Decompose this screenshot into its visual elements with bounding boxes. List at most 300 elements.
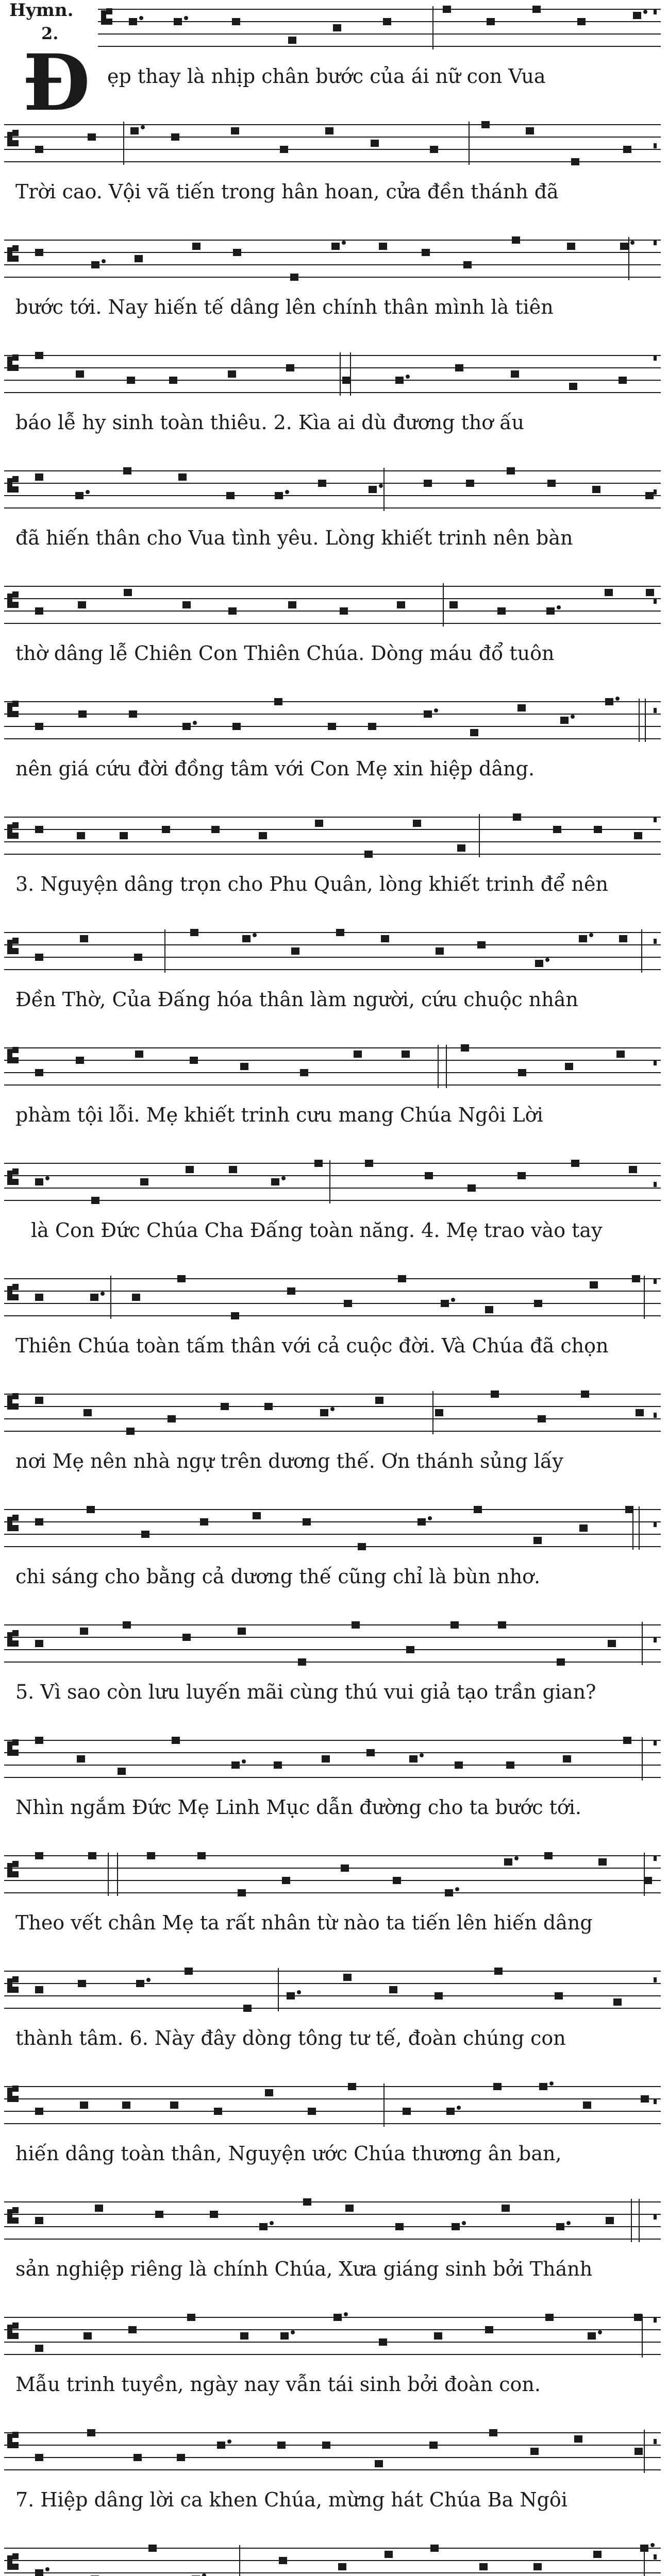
neume-punctum (35, 607, 43, 615)
punctum-mora (146, 1978, 151, 1982)
neume-punctum (147, 1852, 155, 1859)
neume-punctum (35, 2345, 43, 2352)
neume-punctum (634, 832, 642, 839)
neume-punctum (534, 1300, 542, 1307)
neume-punctum (172, 1737, 180, 1744)
neume-punctum (325, 127, 333, 134)
neume-punctum (155, 2211, 163, 2218)
neume-punctum (381, 935, 389, 942)
neume-punctum (122, 2102, 130, 2109)
neume-punctum (555, 1992, 563, 1999)
neume-punctum (177, 2454, 185, 2461)
neume-punctum (477, 941, 486, 948)
neume-punctum (441, 1300, 449, 1307)
neume-punctum (187, 2314, 195, 2321)
neume-punctum (371, 140, 379, 147)
do-clef-icon (7, 822, 19, 839)
neume-punctum (231, 1312, 239, 1319)
neume-punctum (190, 1057, 198, 1064)
neume-punctum (35, 249, 43, 256)
staff-2 (0, 120, 668, 176)
lyric-line-2: Trời cao. Vội vã tiến trong hân hoan, cửa đền thánh đã (15, 180, 559, 203)
staff-14 (0, 1504, 668, 1561)
neume-punctum (91, 1197, 99, 1204)
neume-punctum (232, 723, 241, 730)
neume-punctum (229, 1166, 237, 1173)
neume-punctum (560, 717, 569, 724)
neume-punctum (625, 1506, 633, 1513)
neume-punctum (217, 2442, 225, 2449)
punctum-mora (102, 259, 106, 263)
neume-punctum (127, 377, 135, 384)
neume-punctum (336, 929, 344, 936)
lyric-line-3: bước tới. Nay hiến tế dâng lên chính thân mình là tiên (15, 296, 554, 318)
neume-punctum (35, 826, 43, 833)
neume-punctum (623, 1737, 631, 1744)
neume-punctum (620, 243, 628, 250)
neume-punctum (275, 492, 283, 499)
punctum-mora (589, 933, 593, 937)
neume-punctum (593, 2551, 602, 2558)
staff-21 (0, 2312, 668, 2369)
punctum-mora (270, 2221, 274, 2225)
punctum-mora (643, 10, 647, 14)
neume-punctum (463, 261, 472, 268)
neume-punctum (518, 1069, 526, 1076)
neume-punctum (333, 24, 341, 31)
neume-punctum (135, 1050, 143, 1058)
lyric-line-14: chi sáng cho bằng cả dương thế cũng chỉ là bùn nhơ. (15, 1565, 541, 1588)
do-clef-icon (7, 1739, 19, 1756)
punctum-mora (455, 1887, 459, 1891)
neume-punctum (259, 2223, 268, 2230)
neume-punctum (457, 844, 465, 852)
neume-punctum (590, 1281, 598, 1289)
neume-punctum (348, 2083, 356, 2090)
neume-punctum (35, 1737, 43, 1744)
neume-punctum (466, 480, 474, 487)
neume-punctum (645, 492, 654, 499)
do-clef-icon (7, 1168, 19, 1185)
punctum-mora (202, 2573, 206, 2576)
lyric-line-5: đã hiến thân cho Vua tình yêu. Lòng khiết trinh nên bàn (15, 527, 573, 549)
lyric-line-8: 3. Nguyện dâng trọn cho Phu Quân, lòng khiết trinh để nên (15, 873, 608, 895)
punctum-mora (514, 1856, 519, 1860)
staff-11 (0, 1158, 668, 1215)
neume-punctum (129, 18, 137, 25)
neume-punctum (538, 1415, 546, 1422)
neume-punctum (526, 127, 534, 134)
neume-punctum (214, 2108, 222, 2115)
neume-punctum (178, 473, 187, 481)
neume-punctum (634, 2448, 643, 2455)
neume-punctum (314, 1160, 323, 1167)
neume-punctum (368, 723, 376, 730)
punctum-mora (566, 2221, 571, 2225)
neume-punctum (288, 601, 296, 608)
custos (654, 9, 657, 14)
initial-letter: Đ (23, 38, 91, 128)
custos (654, 1522, 657, 1527)
neume-punctum (450, 1621, 459, 1629)
neume-punctum (474, 1506, 482, 1513)
neume-punctum (120, 832, 128, 839)
custos (654, 1279, 657, 1284)
punctum-mora (101, 1292, 105, 1296)
neume-punctum (385, 2551, 393, 2558)
neume-punctum (571, 158, 579, 165)
neume-punctum (190, 929, 198, 936)
neume-punctum (557, 1658, 565, 1666)
neume-punctum (136, 1980, 144, 1987)
neume-punctum (445, 1889, 453, 1896)
neume-punctum (493, 2083, 502, 2090)
neume-punctum (606, 2217, 614, 2224)
lyric-line-6: thờ dâng lễ Chiên Con Thiên Chúa. Dòng máu đổ tuôn (15, 642, 555, 665)
neume-punctum (403, 2108, 411, 2115)
lyric-line-21: Mẫu trinh tuyền, ngày nay vẫn tái sinh bởi đoàn con. (15, 2373, 541, 2396)
neume-punctum (35, 1986, 43, 1993)
neume-punctum (174, 18, 182, 25)
neume-punctum (35, 1852, 43, 1859)
lyric-line-7: nên giá cứu đời đồng tâm với Con Mẹ xin hiệp dâng. (15, 757, 535, 780)
neume-punctum (84, 1409, 92, 1416)
lyric-line-1: ẹp thay là nhịp chân bước của ái nữ con Vua (107, 65, 546, 88)
neume-punctum (592, 486, 600, 493)
neume-punctum (452, 2223, 460, 2230)
neume-punctum (513, 814, 521, 821)
punctum-mora (344, 2312, 348, 2316)
neume-punctum (76, 370, 84, 378)
neume-punctum (35, 1178, 43, 1185)
do-clef-icon (7, 1284, 19, 1300)
neume-punctum (130, 127, 139, 134)
neume-punctum (406, 1646, 414, 1653)
lyric-line-19: hiến dâng toàn thân, Nguyện ước Chúa thương ân ban, (15, 2142, 562, 2165)
neume-punctum (77, 1755, 85, 1762)
neume-punctum (308, 2108, 316, 2115)
do-clef-icon (7, 591, 19, 608)
neume-punctum (177, 1275, 186, 1282)
neume-punctum (506, 1761, 514, 1769)
neume-punctum (565, 1063, 573, 1070)
neume-punctum (35, 146, 43, 153)
neume-punctum (186, 1166, 194, 1173)
custos (654, 1740, 657, 1745)
do-clef-icon (7, 1393, 19, 1410)
neume-punctum (481, 121, 490, 128)
neume-punctum (619, 935, 627, 942)
lyric-line-11: là Con Đức Chúa Cha Đấng toàn năng. 4. Mẹ trao vào tay (31, 1219, 603, 1242)
neume-punctum (35, 723, 43, 730)
neume-punctum (274, 1761, 282, 1769)
neume-punctum (579, 1524, 588, 1532)
neume-punctum (162, 826, 170, 833)
neume-punctum (80, 935, 88, 942)
neume-punctum (563, 1755, 571, 1762)
custos (654, 240, 657, 245)
punctum-mora (571, 715, 575, 719)
neume-punctum (303, 1518, 311, 1526)
do-clef-icon (7, 1630, 19, 1647)
do-clef-icon (7, 2553, 19, 2570)
neume-punctum (331, 243, 340, 250)
punctum-mora (45, 1176, 49, 1180)
lyric-line-15: 5. Vì sao còn lưu luyến mãi cùng thú vui giả tạo trần gian? (15, 1681, 596, 1703)
punctum-mora (434, 708, 438, 713)
neume-punctum (338, 2563, 346, 2570)
staff-5 (0, 466, 668, 522)
neume-punctum (226, 492, 235, 499)
neume-punctum (512, 236, 520, 244)
neume-punctum (182, 601, 191, 608)
custos (654, 489, 657, 495)
punctum-mora (45, 2567, 49, 2571)
punctum-mora (281, 1176, 286, 1180)
neume-punctum (35, 1294, 43, 1301)
neume-punctum (511, 370, 519, 378)
neume-punctum (322, 1755, 330, 1762)
neume-punctum (78, 601, 86, 608)
neume-punctum (366, 1749, 375, 1756)
neume-punctum (588, 2332, 596, 2340)
neume-punctum (571, 1160, 579, 1167)
neume-punctum (402, 1050, 410, 1058)
neume-punctum (286, 364, 294, 371)
neume-punctum (134, 954, 142, 961)
neume-punctum (231, 127, 239, 134)
neume-punctum (210, 2211, 218, 2218)
neume-punctum (502, 2205, 510, 2212)
neume-punctum (232, 18, 240, 25)
neume-punctum (242, 935, 250, 942)
neume-punctum (636, 1409, 644, 1416)
neume-punctum (287, 1287, 295, 1295)
punctum-mora (297, 1990, 301, 1994)
neume-punctum (35, 2217, 43, 2224)
lyric-line-22: 7. Hiệp dâng lời ca khen Chúa, mừng hát Chúa Ba Ngôi (15, 2488, 567, 2511)
neume-punctum (517, 704, 526, 711)
neume-punctum (429, 2442, 438, 2449)
punctum-mora (650, 2543, 655, 2547)
neume-punctum (634, 2314, 642, 2321)
neume-punctum (35, 1397, 43, 1404)
custos (654, 708, 657, 713)
neume-punctum (318, 480, 326, 487)
neume-punctum (417, 1518, 426, 1526)
neume-punctum (168, 1415, 176, 1422)
neume-punctum (574, 2435, 582, 2443)
neume-punctum (78, 1980, 86, 1987)
neume-punctum (398, 1275, 406, 1282)
neume-punctum (608, 1640, 616, 1647)
neume-punctum (133, 2454, 142, 2461)
punctum-mora (462, 2221, 466, 2225)
neume-punctum (76, 1057, 84, 1064)
neume-punctum (333, 2314, 342, 2321)
neume-punctum (545, 2314, 554, 2321)
neume-punctum (343, 1974, 352, 1981)
neume-punctum (375, 2460, 383, 2467)
neume-punctum (504, 1858, 512, 1866)
neume-punctum (238, 1628, 246, 1635)
do-clef-icon (7, 354, 19, 371)
neume-punctum (238, 1889, 246, 1896)
neume-punctum (88, 133, 96, 141)
neume-punctum (200, 1518, 208, 1526)
neume-punctum (123, 1621, 131, 1629)
neume-punctum (90, 1294, 98, 1301)
neume-punctum (259, 832, 267, 839)
neume-punctum (265, 2089, 273, 2096)
custos (654, 2317, 657, 2323)
staff-10 (0, 1043, 668, 1099)
neume-punctum (170, 2102, 178, 2109)
neume-punctum (446, 2108, 455, 2115)
punctum-mora (630, 241, 634, 245)
neume-punctum (279, 2557, 287, 2564)
lyric-line-12: Thiên Chúa toàn tấm thân với cả cuộc đời. Và Chúa đã chọn (15, 1334, 609, 1357)
punctum-mora (457, 2106, 461, 2110)
lyric-line-17: Theo vết chân Mẹ ta rất nhân từ nào ta tiến lên hiến dâng (15, 1911, 593, 1934)
punctum-mora (285, 490, 289, 494)
neume-punctum (395, 2223, 404, 2230)
neume-punctum (228, 370, 236, 378)
neume-punctum (141, 1531, 149, 1538)
neume-punctum (87, 1506, 95, 1513)
custos (654, 2099, 657, 2104)
neume-punctum (623, 146, 631, 153)
neume-punctum (633, 12, 641, 19)
lyric-line-13: nơi Mẹ nên nhà ngự trên dương thế. Ơn thánh sủng lấy (15, 1450, 563, 1472)
neume-punctum (271, 1178, 279, 1185)
neume-punctum (287, 1992, 295, 1999)
neume-punctum (35, 1069, 43, 1076)
custos (654, 1977, 657, 1982)
neume-punctum (197, 1852, 206, 1859)
neume-punctum (280, 146, 288, 153)
neume-punctum (646, 589, 654, 596)
do-clef-icon (7, 2432, 19, 2448)
neume-punctum (579, 935, 587, 942)
neume-punctum (171, 133, 179, 141)
neume-punctum (461, 1044, 469, 1052)
neume-punctum (78, 710, 87, 718)
neume-punctum (435, 1409, 443, 1416)
lyric-line-4: báo lễ hy sinh toàn thiêu. 2. Kìa ai dù đương thơ ấu (15, 411, 525, 434)
neume-punctum (365, 1160, 373, 1167)
staff-19 (0, 2081, 668, 2138)
custos (654, 2439, 657, 2444)
do-clef-icon (7, 1861, 19, 1877)
neume-punctum (369, 486, 377, 493)
neume-punctum (91, 261, 99, 268)
lyric-line-9: Đền Thờ, Của Đấng hóa thân làm người, cứu chuộc nhân (15, 988, 578, 1011)
punctum-mora (242, 1759, 246, 1764)
neume-punctum (581, 1391, 589, 1398)
neume-punctum (641, 2095, 649, 2103)
do-clef-icon (7, 2207, 19, 2224)
punctum-mora (557, 605, 561, 609)
staff-20 (0, 2197, 668, 2253)
neume-punctum (413, 820, 421, 827)
neume-punctum (530, 2448, 539, 2455)
neume-punctum (182, 1634, 191, 1641)
staff-9 (0, 927, 668, 984)
punctum-mora (545, 958, 549, 962)
neume-punctum (497, 607, 506, 615)
lyric-line-10: phàm tội lỗi. Mẹ khiết trinh cưu mang Chúa Ngôi Lời (15, 1104, 543, 1126)
neume-punctum (491, 1391, 499, 1398)
neume-punctum (485, 1306, 493, 1313)
neume-punctum (379, 2338, 387, 2346)
neume-punctum (389, 1986, 397, 1993)
neume-punctum (185, 1968, 193, 1975)
neume-punctum (364, 851, 373, 858)
custos (654, 1060, 657, 1065)
neume-punctum (35, 352, 43, 359)
punctum-mora (406, 375, 410, 379)
neume-punctum (298, 1658, 306, 1666)
neume-punctum (135, 255, 143, 262)
neume-punctum (430, 146, 438, 153)
neume-punctum (182, 723, 191, 730)
neume-punctum (547, 480, 556, 487)
neume-punctum (80, 1628, 88, 1635)
neume-punctum (532, 6, 541, 13)
neume-punctum (35, 2454, 43, 2461)
do-clef-icon (7, 1047, 19, 1063)
neume-punctum (211, 826, 220, 833)
neume-punctum (644, 1877, 652, 1884)
punctum-mora (598, 2330, 602, 2334)
neume-punctum (424, 710, 432, 718)
neume-punctum (598, 1858, 607, 1866)
do-clef-icon (7, 938, 19, 954)
staff-4 (0, 350, 668, 407)
neume-punctum (126, 1428, 135, 1435)
custos (654, 355, 657, 361)
neume-punctum (485, 2326, 493, 2333)
neume-punctum (498, 1621, 506, 1629)
do-clef-icon (7, 701, 19, 717)
neume-punctum (240, 1063, 248, 1070)
neume-punctum (455, 1761, 463, 1769)
neume-punctum (75, 492, 84, 499)
neume-punctum (375, 1397, 383, 1404)
neume-punctum (479, 2563, 488, 2570)
neume-punctum (35, 2569, 43, 2576)
mode-label: Hymn. (9, 0, 74, 21)
neume-punctum (352, 1621, 360, 1629)
staff-22 (0, 2428, 668, 2484)
punctum-mora (291, 2330, 295, 2334)
neume-punctum (140, 1178, 148, 1185)
do-clef-icon (7, 130, 19, 146)
neume-punctum (553, 826, 561, 833)
neume-punctum (80, 2102, 88, 2109)
custos (654, 2554, 657, 2560)
custos (654, 1856, 657, 1861)
hymn-number: 2. (41, 24, 59, 43)
neume-punctum (300, 1069, 308, 1076)
neume-punctum (340, 607, 348, 615)
staff-3 (0, 235, 668, 292)
custos (654, 817, 657, 822)
neume-punctum (128, 2326, 137, 2333)
staff-8 (0, 812, 668, 869)
neume-punctum (315, 820, 323, 827)
